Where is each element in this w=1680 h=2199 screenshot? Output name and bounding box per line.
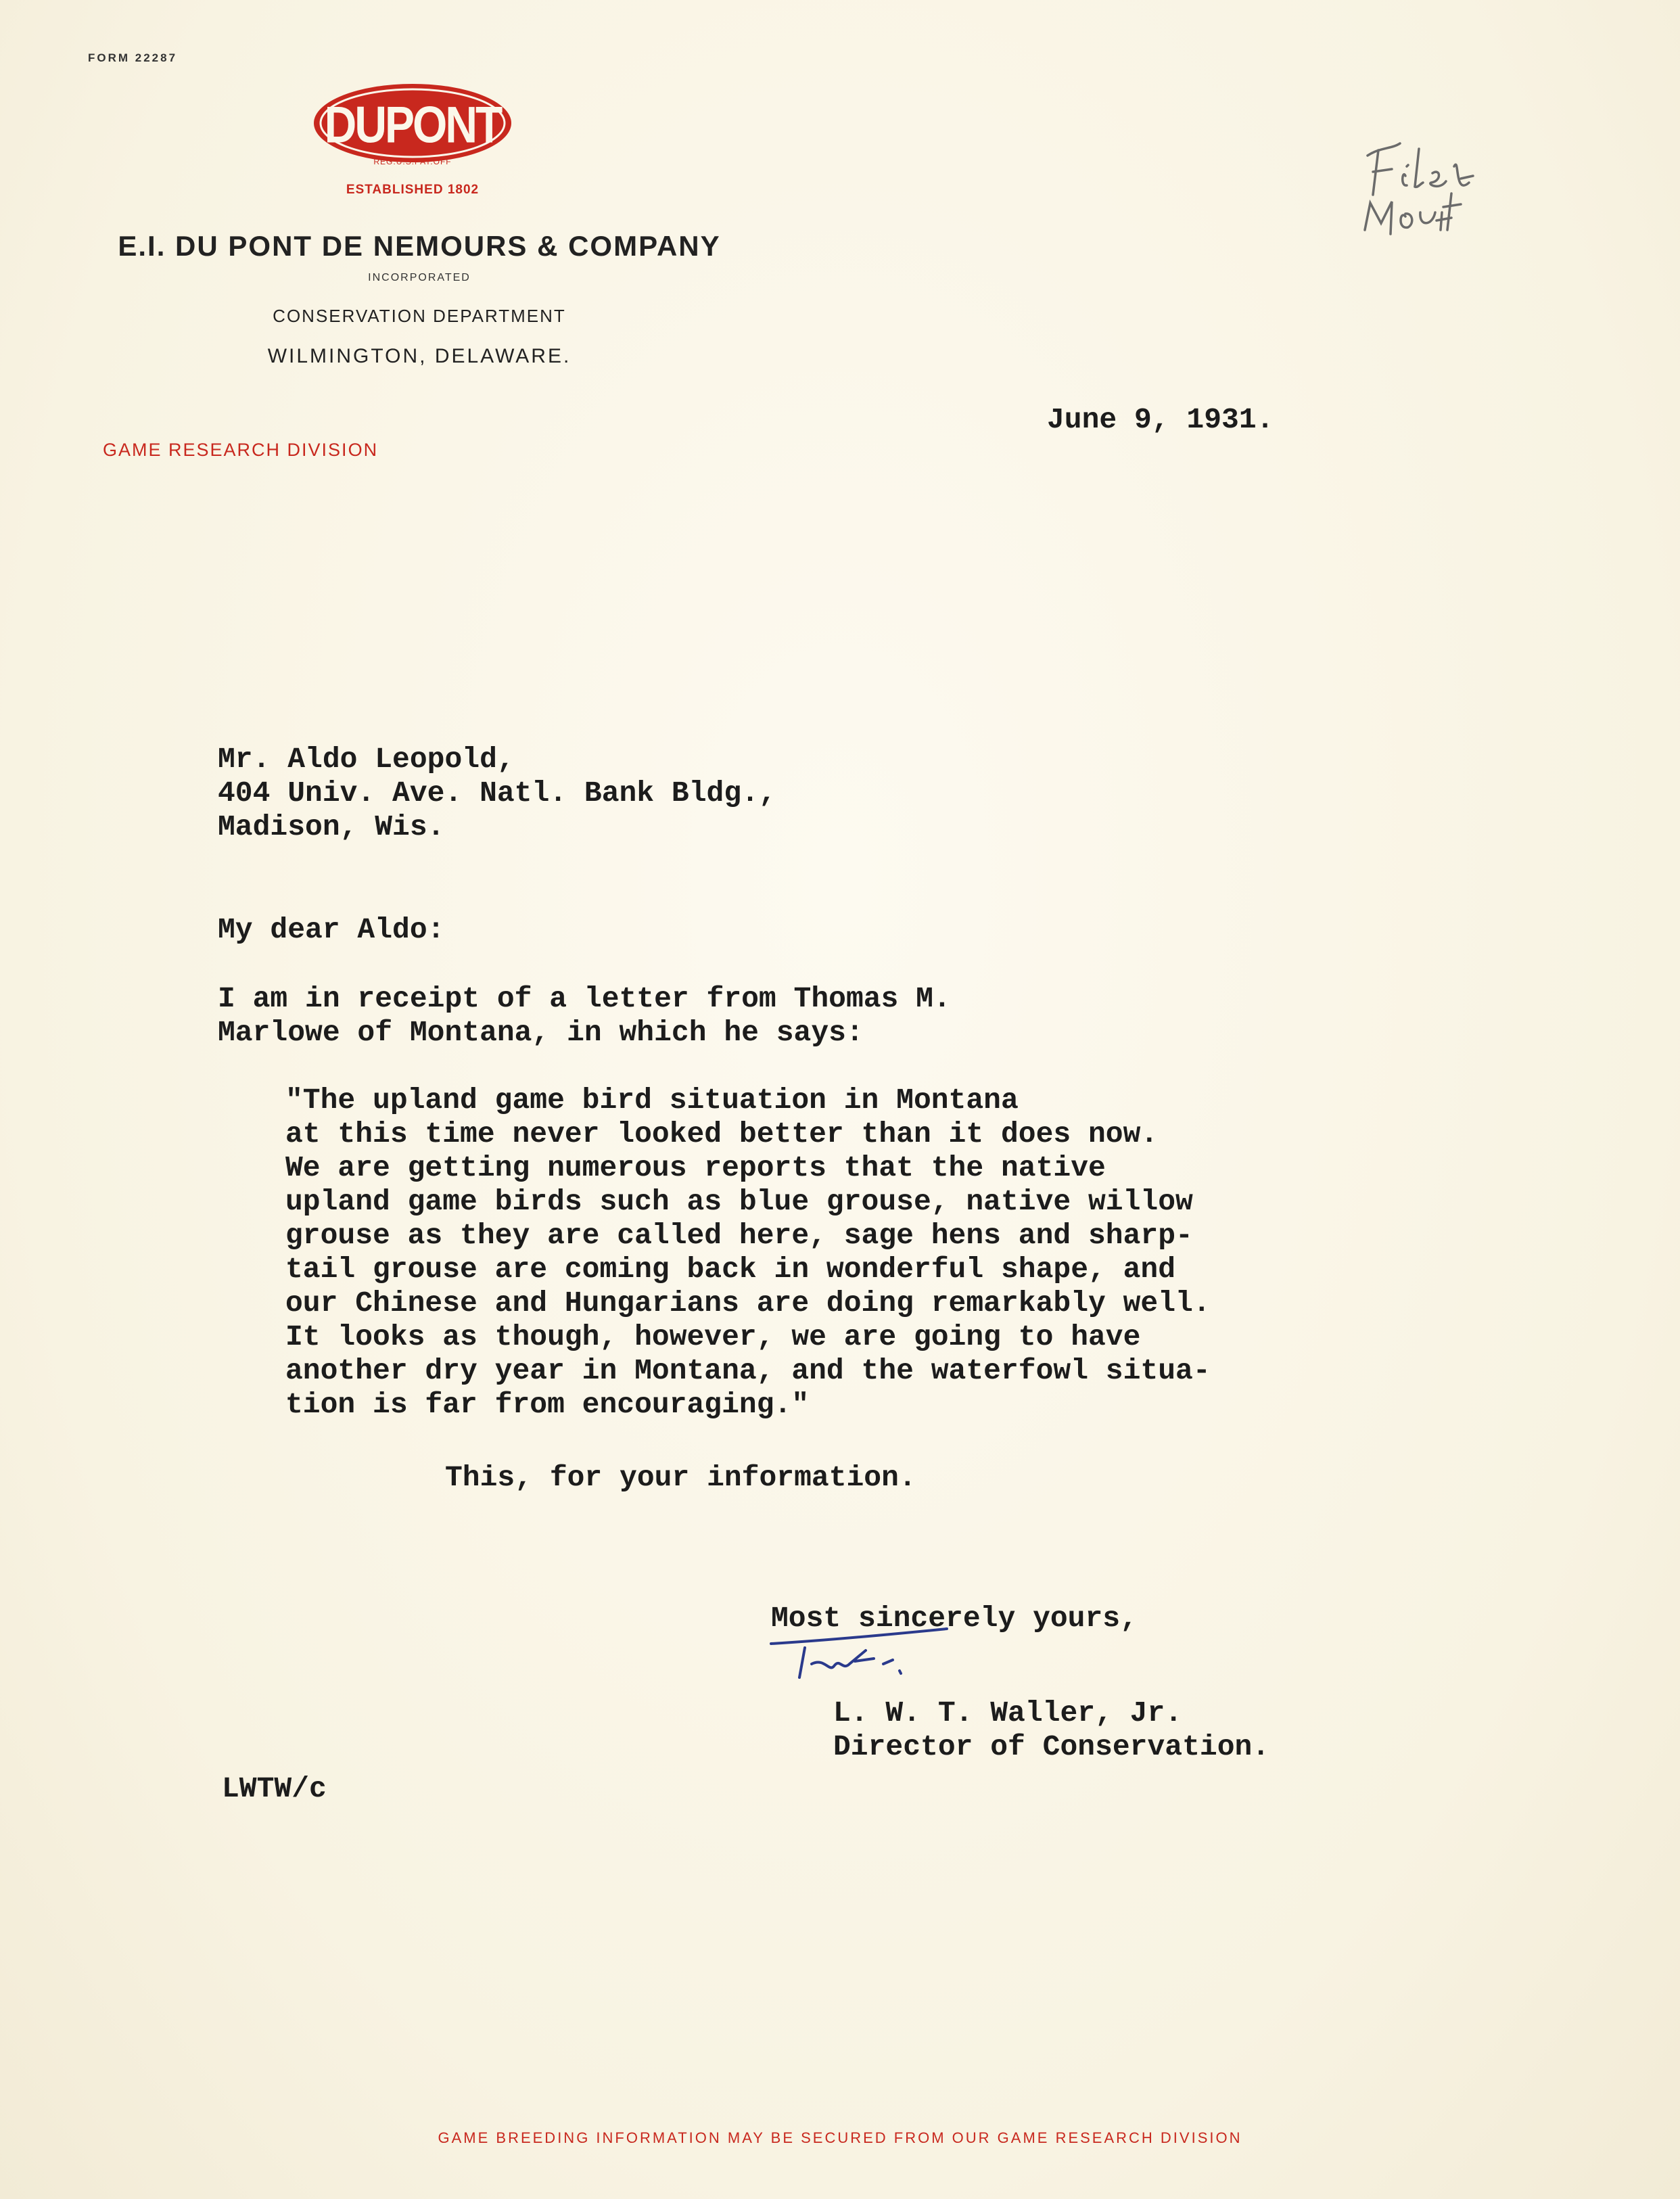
city-line: WILMINGTON, DELAWARE. bbox=[267, 345, 571, 367]
quoted-passage: "The upland game bird situation in Montana at this time never looked better than it does now. We are getting numerous reports that the native upland game birds such as blue grouse, native willow grouse as they are called here, sage hens and sharp- tail grouse are coming back in wonderful shape, and our Chinese and Hungarians are doing remarkably well. It looks as though, however, we are going to have another dry year in Montana, and the waterfowl situa- tion is far from encouraging." bbox=[285, 1084, 1211, 1421]
typist-initials: LWTW/c bbox=[222, 1772, 327, 1805]
dupont-logo bbox=[311, 81, 514, 183]
handwritten-note-icon bbox=[1353, 129, 1501, 250]
letter-date: June 9, 1931. bbox=[1047, 403, 1274, 436]
logo-registration: REG.U.S.PAT.OFF bbox=[373, 157, 452, 166]
body-paragraph-2: This, for your information. bbox=[445, 1461, 916, 1494]
division-name: GAME RESEARCH DIVISION bbox=[103, 440, 379, 460]
company-name: E.I. DU PONT DE NEMOURS & COMPANY bbox=[118, 230, 721, 262]
recipient-address: Mr. Aldo Leopold, 404 Univ. Ave. Natl. Bank Bldg., Madison, Wis. bbox=[218, 743, 776, 843]
signer-block: L. W. T. Waller, Jr. Director of Conservation. bbox=[833, 1696, 1270, 1763]
form-number: FORM 22287 bbox=[88, 51, 178, 64]
handwritten-signature bbox=[764, 1623, 967, 1698]
handwritten-file-note bbox=[1353, 129, 1501, 250]
signature-icon bbox=[764, 1623, 967, 1698]
footer-note: GAME BREEDING INFORMATION MAY BE SECURED FROM OUR GAME RESEARCH DIVISION bbox=[438, 2129, 1242, 2146]
salutation: My dear Aldo: bbox=[218, 913, 445, 946]
established-line: ESTABLISHED 1802 bbox=[346, 183, 480, 197]
department-name: CONSERVATION DEPARTMENT bbox=[273, 306, 566, 326]
logo-text: DUPONT bbox=[324, 95, 501, 154]
closing-line: Most sincerely yours, bbox=[771, 1602, 1138, 1635]
incorporated-line: INCORPORATED bbox=[368, 272, 471, 283]
body-paragraph-1: I am in receipt of a letter from Thomas M. Marlowe of Montana, in which he says: bbox=[218, 982, 951, 1049]
